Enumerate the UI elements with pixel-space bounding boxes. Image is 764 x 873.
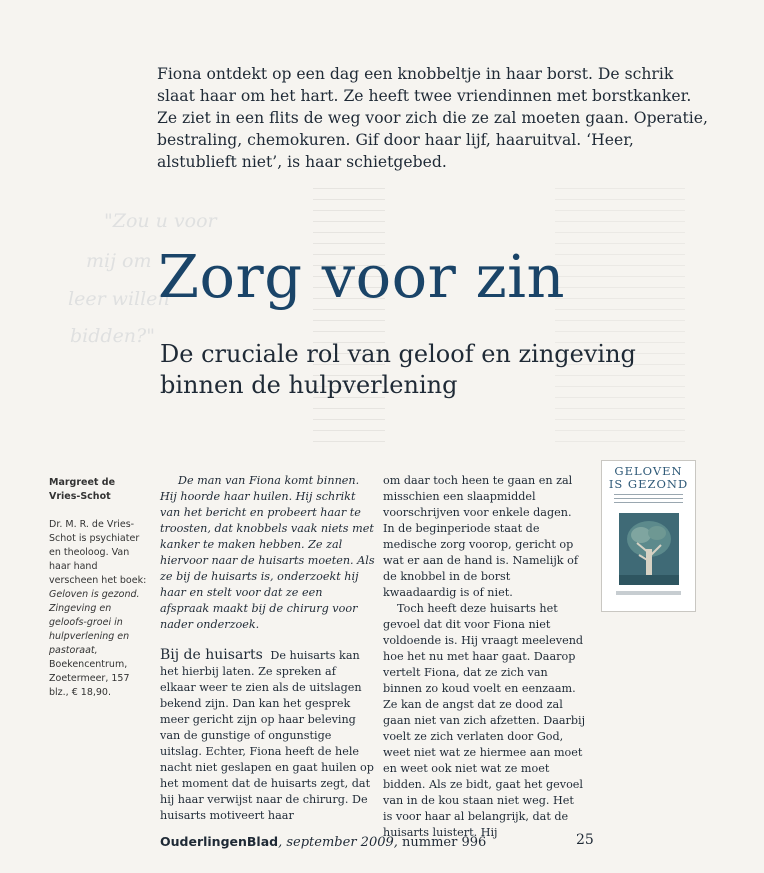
bleed-line <box>555 287 685 288</box>
bleed-line <box>555 430 685 431</box>
bleed-line: leer willen <box>68 288 170 310</box>
book-publisher: Boekencentrum, Zoetermeer, 157 blz., € 18,90. <box>49 659 130 698</box>
magazine-name: OuderlingenBlad <box>160 834 279 849</box>
bleed-line <box>313 188 385 189</box>
bleed-line <box>555 408 685 409</box>
bleed-line <box>313 232 385 233</box>
author-sidebar <box>49 476 149 700</box>
text-column-2 <box>383 473 586 841</box>
author-bio: Dr. M. R. de Vries-Schot is psychiater en theoloog. Van haar hand verscheen het boek: <box>49 519 147 586</box>
issue-date: , september 2009, <box>278 835 398 850</box>
bleed-line <box>313 320 385 321</box>
section-heading: Bij de huisarts <box>160 647 263 663</box>
tree-illustration <box>619 513 679 585</box>
bleed-line <box>555 199 685 200</box>
bleed-line <box>555 441 685 442</box>
bleed-line <box>555 221 685 222</box>
bleed-line <box>555 309 685 310</box>
body-paragraph: om daar toch heen te gaan en zal misschien een slaapmiddel voorschrijven voor enkele dagen. In de beginperiode staat de medische zorg voorop, gericht op wat er aan de hand is. Namelijk of de knobbel in de borst kwaadaardig is of niet. <box>383 474 579 599</box>
bleed-line <box>313 419 385 420</box>
bleed-line <box>313 408 385 409</box>
bleed-line <box>555 331 685 332</box>
bleed-line <box>313 441 385 442</box>
bleed-line: bidden?" <box>70 325 155 347</box>
bleed-line <box>555 254 685 255</box>
bleed-line <box>555 276 685 277</box>
bleed-through-quote <box>0 0 217 460</box>
article-subtitle: De cruciale rol van geloof en zingeving binnen de hulpverlening <box>160 340 636 399</box>
bleed-line <box>555 320 685 321</box>
bleed-line <box>555 243 685 244</box>
bleed-line <box>313 199 385 200</box>
bleed-line <box>555 265 685 266</box>
book-cover-image <box>601 460 696 612</box>
bleed-line <box>313 221 385 222</box>
bleed-line <box>313 210 385 211</box>
bleed-line <box>555 232 685 233</box>
tree-icon <box>619 513 679 585</box>
bleed-line <box>313 430 385 431</box>
book-title: Geloven is gezond. Zingeving en geloofs-groei in hulpverlening en pastoraat, <box>49 589 140 656</box>
bleed-line <box>313 331 385 332</box>
author-name: Margreet de Vries-Schot <box>49 477 116 502</box>
body-paragraph: Toch heeft deze huisarts het gevoel dat dit voor Fiona niet voldoende is. Hij vraagt meelevend hoe het nu met haar gaat. Daarop vertelt Fiona, dat ze zich van binnen zo koud voelt en eenzaam. Ze kan de angst dat ze dood zal gaan niet van zich afzetten. Daarbij voelt ze zich verlaten door God, weet niet wat ze hiermee aan moet en weet ook niet wat ze moet bidden. Als ze bidt, gaat het gevoel van in de kou staan niet weg. Het is voor haar al belangrijk, dat de huisarts luistert. Hij <box>383 602 586 839</box>
bleed-line <box>555 210 685 211</box>
page-number: 25 <box>576 832 594 848</box>
bleed-line: mij om <box>86 250 152 272</box>
bleed-through-text <box>555 178 685 458</box>
book-cover-subtitle-lines <box>610 494 687 510</box>
text-column-1 <box>160 473 375 824</box>
issue-number: nummer 996 <box>397 835 487 850</box>
lead-paragraph: De man van Fiona komt binnen. Hij hoorde haar huilen. Hij schrikt van het bericht en probeert haar te troosten, dat knobbels vaak niets met kanker te maken hebben. Ze zal hiervoor naar de huisarts moeten. Als ze bij de huisarts is, onderzoekt hij haar en stelt voor dat ze een afspraak maakt bij de chirurg voor nader onderzoek. <box>160 474 375 631</box>
book-cover-author-line <box>616 591 681 595</box>
bleed-through-text <box>313 178 385 468</box>
intro-paragraph: Fiona ontdekt op een dag een knobbeltje in haar borst. De schrik slaat haar om het hart. Ze heeft twee vriendinnen met borstkanker. Ze ziet in een flits de weg voor zich die ze zal moeten gaan. Operatie, bestraling, chemokuren. Gif door haar lijf, haaruitval. ‘Heer, alstublieft niet’, is haar schietgebed. <box>157 65 708 171</box>
page-footer <box>160 834 600 850</box>
bleed-line <box>555 419 685 420</box>
bleed-line <box>555 298 685 299</box>
bleed-line: "Zou u voor <box>104 210 217 232</box>
book-cover-title: GELOVEN <box>614 464 683 478</box>
section-text: De huisarts kan het hierbij laten. Ze spreken af elkaar weer te zien als de uitslagen bekend zijn. Dan kan het gesprek meer gericht zijn op haar beleving van de gunstige of ongunstige uitslag. Echter, Fiona heeft de hele nacht niet geslapen en gaat huilen op het moment dat de huisarts zegt, dat hij haar verwijst naar de chirurg. De huisarts motiveert haar <box>160 649 374 822</box>
section-paragraph <box>160 647 375 824</box>
article-title: Zorg voor zin <box>158 242 566 311</box>
bleed-line <box>555 188 685 189</box>
book-cover-title: IS GEZOND <box>608 477 689 491</box>
